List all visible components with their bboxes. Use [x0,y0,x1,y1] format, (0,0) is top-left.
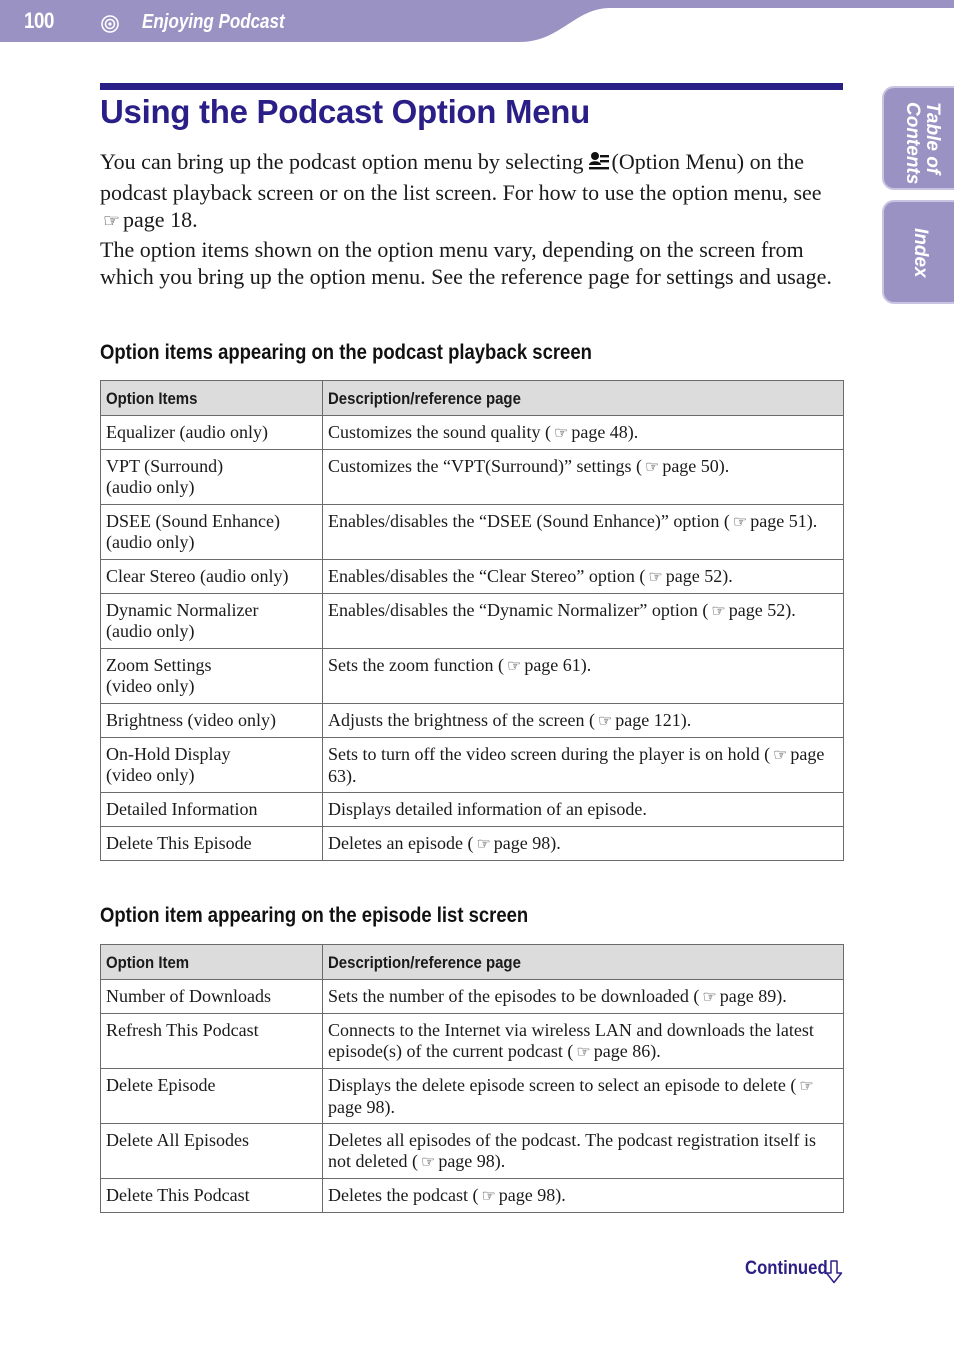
reference-icon: ☞ [103,211,121,232]
description-cell [323,1069,844,1124]
page-reference-link[interactable]: page 121). [615,710,692,730]
reference-icon: ☞ [773,747,788,764]
description-cell [323,649,844,704]
description-cell [323,416,844,450]
description-text: Enables/disables the “Dynamic Normalizer” option ( [328,600,709,620]
page-title: Using the Podcast Option Menu [100,93,590,130]
reference-icon: ☞ [597,713,613,730]
table-row [101,649,844,704]
table-of-contents-label: Table of Contents [902,102,943,185]
description-cell [323,1124,844,1179]
option-item-name: Number of Downloads [106,986,271,1006]
column-header: Description/reference page [323,381,844,416]
playback-options-table [100,380,844,861]
option-item-name: Dynamic Normalizer (audio only) [106,600,259,641]
table-row [101,793,844,827]
continued-label: Continued [745,1258,828,1279]
reference-icon: ☞ [506,658,522,675]
option-item-cell [101,560,323,594]
description-cell [323,560,844,594]
description-text: Adjusts the brightness of the screen ( [328,710,595,730]
page-header [0,0,954,42]
page-reference-link[interactable]: page 89). [719,986,787,1006]
description-text: Sets the number of the episodes to be downloaded ( [328,986,700,1006]
column-header: Description/reference page [323,945,844,980]
option-item-cell [101,416,323,450]
description-cell [323,738,844,793]
intro-link-page[interactable]: page 18. [123,207,198,232]
table-row [101,505,844,560]
option-item-cell [101,505,323,560]
option-item-name: Equalizer (audio only) [106,422,268,442]
table-row [101,738,844,793]
option-item-name: Delete This Podcast [106,1185,250,1205]
page-reference-link[interactable]: page 98). [498,1185,566,1205]
option-item-cell [101,1124,323,1179]
reference-icon: ☞ [553,425,569,442]
description-text: Enables/disables the “Clear Stereo” option ( [328,566,646,586]
page-reference-link[interactable]: page 48). [571,422,639,442]
option-item-name: DSEE (Sound Enhance) (audio only) [106,511,280,552]
table-row [101,704,844,738]
reference-icon: ☞ [702,989,717,1006]
table-row [101,560,844,594]
table-row [101,827,844,861]
intro-paragraph-1 [100,148,840,236]
option-item-name: Brightness (video only) [106,710,276,730]
option-item-name: Zoom Settings (video only) [106,655,212,696]
reference-icon: ☞ [476,836,491,853]
description-text: Sets the zoom function ( [328,655,504,675]
page-reference-link[interactable]: page 98). [328,1097,395,1117]
continued-link[interactable] [745,1258,839,1280]
description-text: Enables/disables the “DSEE (Sound Enhance)” option ( [328,511,730,531]
description-cell [323,1014,844,1069]
title-rule [100,83,843,90]
description-cell [323,1179,844,1213]
intro-text [100,148,840,291]
column-header: Option Item [101,945,323,980]
page-number: 100 [24,8,54,33]
arrow-down-icon [825,1260,843,1284]
option-item-cell [101,1179,323,1213]
option-item-cell [101,1069,323,1124]
description-cell [323,594,844,649]
table-row [101,416,844,450]
option-item-cell [101,704,323,738]
description-cell [323,980,844,1014]
table-row [101,1179,844,1213]
description-cell [323,827,844,861]
page-reference-link[interactable]: page 52). [728,600,796,620]
page-reference-link[interactable]: page 50). [662,456,730,476]
reference-icon: ☞ [481,1188,496,1205]
option-item-name: Clear Stereo (audio only) [106,566,289,586]
description-cell [323,505,844,560]
description-text: Displays detailed information of an episode. [328,799,647,819]
intro-text-b: (Option Menu) on the podcast playback screen or on the list screen. For how to use the option menu, see [100,149,822,205]
index-label: Index [910,228,931,278]
reference-icon: ☞ [732,514,748,531]
table-row [101,1124,844,1179]
option-item-name: VPT (Surround) (audio only) [106,456,224,497]
list-options-table [100,944,844,1213]
option-item-cell [101,738,323,793]
table-row [101,1069,844,1124]
option-item-name: Refresh This Podcast [106,1020,259,1040]
table-row [101,450,844,505]
option-item-cell [101,649,323,704]
intro-paragraph-2: The option items shown on the option menu vary, depending on the screen from which you bring up the option menu. See the reference page for settings and usage. [100,236,832,289]
option-menu-icon [588,150,610,179]
intro-text-a: You can bring up the podcast option menu by selecting [100,149,584,174]
reference-icon: ☞ [799,1078,814,1095]
table-row [101,980,844,1014]
description-text: Deletes the podcast ( [328,1185,479,1205]
option-item-cell [101,594,323,649]
column-header: Option Items [101,381,323,416]
table-of-contents-tab[interactable] [882,86,954,190]
description-cell [323,704,844,738]
reference-icon: ☞ [711,603,726,620]
page-reference-link[interactable]: page 86). [593,1041,661,1061]
reference-icon: ☞ [648,569,663,586]
index-tab[interactable] [882,200,954,304]
page-reference-link[interactable]: page 98). [493,833,561,853]
description-cell [323,450,844,505]
option-item-name: On-Hold Display (video only) [106,744,231,785]
reference-icon: ☞ [576,1044,591,1061]
option-item-name: Delete All Episodes [106,1130,249,1150]
description-text: Customizes the sound quality ( [328,422,551,442]
option-item-cell [101,793,323,827]
option-item-name: Detailed Information [106,799,258,819]
reference-icon: ☞ [644,459,660,476]
description-text: Displays the delete episode screen to select an episode to delete ( [328,1075,797,1095]
page-reference-link[interactable]: page 52). [665,566,733,586]
option-item-cell [101,1014,323,1069]
description-text: Deletes all episodes of the podcast. The podcast registration itself is not deleted ( [328,1130,817,1171]
description-text: Connects to the Internet via wireless LAN and downloads the latest episode(s) of the current podcast ( [328,1020,814,1061]
option-item-name: Delete Episode [106,1075,216,1095]
option-item-cell [101,827,323,861]
page-reference-link[interactable]: page 51). [750,511,818,531]
table-row [101,1014,844,1069]
page-reference-link[interactable]: page 61). [524,655,592,675]
option-item-name: Delete This Episode [106,833,252,853]
list-section-heading: Option item appearing on the episode list screen [100,904,529,927]
description-text: Customizes the “VPT(Surround)” settings ( [328,456,642,476]
page-reference-link[interactable]: page 98). [438,1151,506,1171]
description-text: Sets to turn off the video screen during the player is on hold ( [328,744,771,764]
page-reference-link[interactable]: page 63). [328,744,825,786]
section-name: Enjoying Podcast [142,11,285,33]
reference-icon: ☞ [420,1154,436,1171]
option-item-cell [101,980,323,1014]
table-row [101,594,844,649]
option-item-cell [101,450,323,505]
description-text: Deletes an episode ( [328,833,474,853]
description-cell [323,793,844,827]
playback-section-heading: Option items appearing on the podcast playback screen [100,341,592,364]
